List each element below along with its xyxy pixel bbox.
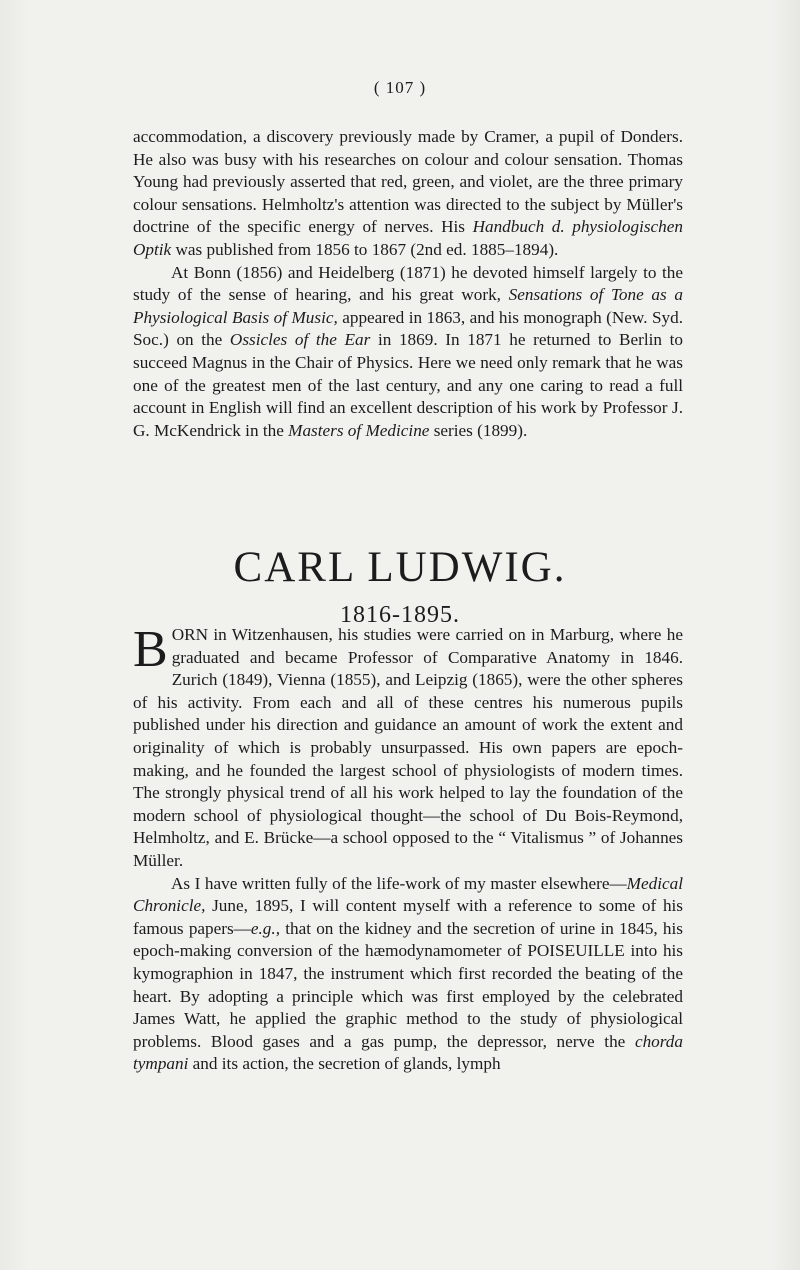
text-run: June, 1895, I will content myself with a reference to some of his famous papers— — [133, 896, 683, 938]
text-run: that on the kidney and the secretion of urine in 1845, his epoch-making conversion of the hæmodynamometer of POISEUILLE into his kymographion in 1847, the instrument which first recorded the beating of the heart. By adopting a principle which was first employed by the celebrated James Watt, he applied the graphic method to the study of physiological problems. Blood gases and a gas pump, the depressor, nerve the — [133, 918, 683, 1051]
text-run: series (1899). — [429, 420, 528, 440]
section-dates: 1816-1895. — [340, 602, 460, 628]
text-run: As I have written fully of the life-work of my master elsewhere— — [171, 873, 627, 893]
journal-title: Medical Chronicle, — [133, 873, 683, 916]
paragraph — [133, 621, 683, 873]
book-title: Handbuch d. physiologischen Optik — [133, 217, 683, 259]
book-title: Masters of Medicine — [288, 420, 430, 440]
paragraph — [133, 873, 683, 1076]
text-run: accommodation, a discovery previously made by Cramer, a pupil of Donders. He also was busy with his researches on colour and colour sensation. Thomas Young had previously asserted that red, green, and violet, are the three primary colour sensations. Helmholtz's attention was directed to the subject by Müller's doctrine of the specific energy of nerves. His — [133, 127, 683, 237]
text-run: ORN in Witzenhausen, his studies were carried on in Marburg, where he graduated and became Professor of Comparative Anatomy in 1846. Zurich (1849), Vienna (1855), and Leipzig (1865), were the other spheres of his activity. From each and all of these centres his numerous pupils published under his direction and guidance an amount of work the extent and originality of which is probably unsurpassed. His own papers are epoch-making, and he founded the largest school of physiologists of modern times. The strongly physical trend of all his work helped to lay the foundation of the modern school of physiological thought—the school of Du Bois-Reymond, Helmholtz, and E. Brücke—a school opposed to the “ Vitalismus ” of Johannes Müller. — [133, 625, 683, 870]
helmholtz-continuation — [133, 126, 683, 442]
paragraph — [133, 262, 683, 443]
text-run: and its action, the secretion of glands, lymph — [188, 1054, 501, 1074]
ludwig-biography — [133, 621, 683, 1076]
text-run: in 1869. In 1871 he returned to Berlin to succeed Magnus in the Chair of Physics. Here we need only remark that he was one of the greatest men of the last century, and any one caring to read a full account in English will find an excellent description of his work by Professor J. G. McKendrick in the — [133, 330, 683, 440]
anatomical-term: chorda tympani — [133, 1031, 683, 1074]
text-run: At Bonn (1856) and Heidelberg (1871) he devoted himself largely to the study of the sense of hearing, and his great work, — [133, 262, 683, 305]
drop-cap: B — [133, 621, 168, 678]
book-title: Ossicles of the Ear — [229, 330, 371, 350]
text-run: appeared in 1863, and his monograph (New. Syd. Soc.) on the — [133, 307, 683, 350]
paragraph — [133, 126, 683, 262]
page-number: ( 107 ) — [373, 78, 427, 97]
abbreviation: e.g., — [250, 918, 280, 938]
text-run: was published from 1856 to 1867 (2nd ed. 1885–1894). — [171, 239, 559, 259]
section-title: CARL LUDWIG. — [233, 544, 567, 591]
book-title: Sensations of Tone as a Physiological Basis of Music, — [133, 285, 683, 327]
